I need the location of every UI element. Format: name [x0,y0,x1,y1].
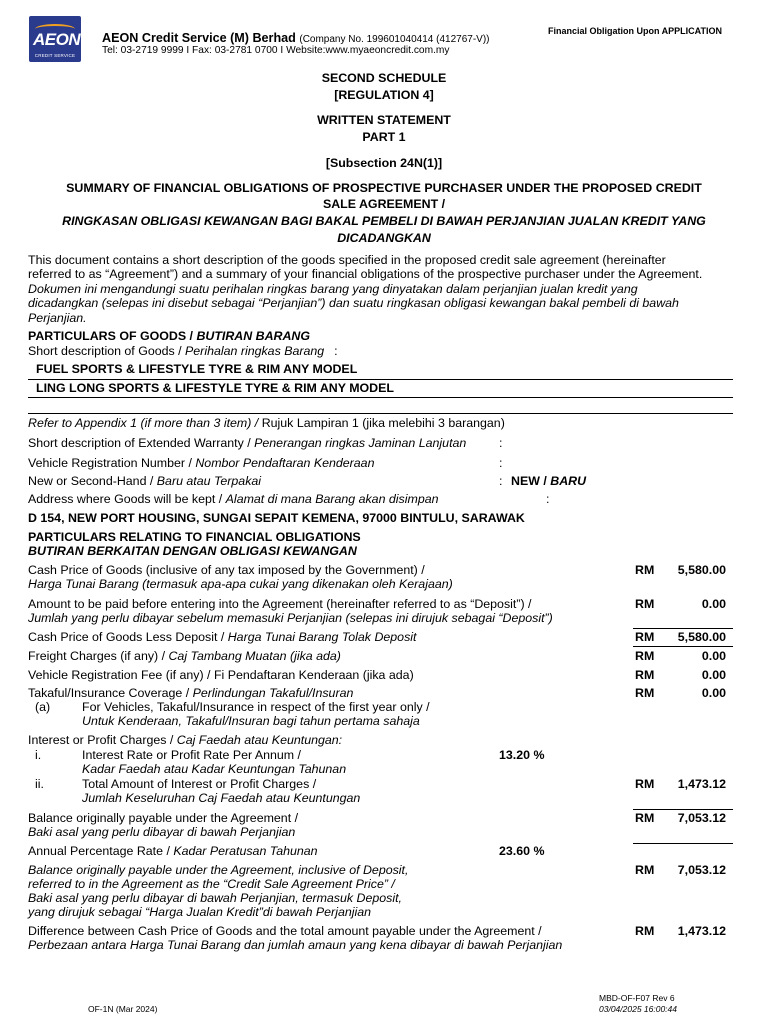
vehicle-reg-colon: : [499,456,503,470]
intro-ms-1: Dokumen ini mengandungi suatu perihalan ringkas barang yang dinyatakan dalam perjanjian jualan kredit yang [28,281,638,296]
freight-label [28,649,733,663]
interest-ii-en: Total Amount of Interest or Profit Charges / [82,777,317,791]
takaful-a-label: (a) [35,700,51,714]
new-second-ms: Baru atau Terpakai [156,474,262,488]
logo-text: AEON [33,30,81,49]
freight-ms: Caj Tambang Muatan (jika ada) [168,649,341,663]
intro-ms-3: Perjanjian. [28,310,87,325]
csap-line-4: yang dirujuk sebagai “Harga Jualan Kredit”di bawah Perjanjian [28,905,372,919]
intro-en-1: This document contains a short description of the goods specified in the proposed credit sale agreement (hereinafter [28,253,666,267]
address-colon: : [546,492,550,506]
apr-value: 23.60 % [499,844,545,858]
warranty-ms: Penerangan ringkas Jaminan Lanjutan [254,436,467,450]
less-deposit-en: Cash Price of Goods Less Deposit / [28,630,228,644]
address-en: Address where Goods will be kept / [28,492,226,506]
interest-i-ms: Kadar Faedah atau Kadar Keuntungan Tahunan [82,762,347,776]
balance-rule-top [633,809,733,810]
summary-title-ms-2: DICADANGKAN [337,231,431,245]
less-deposit-label [28,630,733,644]
new-second-value [511,474,586,488]
less-deposit-currency: RM [635,630,655,644]
footer-doc-rev: MBD-OF-F07 Rev 6 [599,993,675,1003]
company-reg: (Company No. 199601040414 (412767-V)) [299,34,490,45]
balance-value: 7,053.12 [677,811,726,825]
apr-en: Annual Percentage Rate / [28,844,174,858]
balance-currency: RM [635,811,655,825]
difference-en: Difference between Cash Price of Goods and the total amount payable under the Agreement / [28,924,542,938]
apr-label [28,844,733,858]
goods-item-2: LING LONG SPORTS & LIFESTYLE TYRE & RIM ANY MODEL [36,381,394,395]
new-value-en: NEW / [511,474,551,488]
intro-en-2: referred to as “Agreement”) and a summary of your financial obligations of the prospective purchaser under the Agreement. [28,267,703,282]
address-label [28,492,733,506]
freight-en: Freight Charges (if any) / [28,649,169,663]
warranty-colon: : [499,436,503,450]
less-deposit-rule-top [633,628,733,629]
aeon-logo [29,16,81,62]
csap-line-1: Balance originally payable under the Agreement, inclusive of Deposit, [28,863,409,877]
freight-currency: RM [635,649,655,663]
interest-i-en: Interest Rate or Profit Rate Per Annum / [82,748,302,762]
takaful-a-en: For Vehicles, Takaful/Insurance in respect of the first year only / [82,700,430,714]
intro-ms-2: dicadangkan (selepas ini disebut sebagai “Perjanjian”) dan suatu ringkasan obligasi kewangan bakal pembeli di bawah [28,296,679,311]
csap-value: 7,053.12 [677,863,726,877]
new-second-colon: : [499,474,503,488]
freight-value: 0.00 [701,649,726,663]
deposit-en: Amount to be paid before entering into the Agreement (hereinafter referred to as “Deposit”) / [28,597,532,611]
statement-title: WRITTEN STATEMENT [317,113,451,127]
cash-price-currency: RM [635,563,655,577]
new-second-label [28,474,733,488]
financial-heading-en: PARTICULARS RELATING TO FINANCIAL OBLIGATIONS [28,530,361,544]
less-deposit-rule-bottom [633,646,733,647]
cash-price-en: Cash Price of Goods (inclusive of any tax imposed by the Government) / [28,563,425,577]
footer-form-code: OF-1N (Mar 2024) [88,1004,158,1014]
difference-value: 1,473.12 [677,924,726,938]
takaful-a-ms: Untuk Kenderaan, Takaful/Insuran bagi tahun pertama sahaja [82,714,420,728]
balance-ms: Baki asal yang perlu dibayar di bawah Perjanjian [28,825,296,839]
address-value: D 154, NEW PORT HOUSING, SUNGAI SEPAIT KEMENA, 97000 BINTULU, SARAWAK [28,511,525,525]
goods-divider-1 [28,379,733,380]
interest-rate-value: 13.20 % [499,748,545,762]
footer-timestamp: 03/04/2025 16:00:44 [599,1004,677,1014]
takaful-en: Takaful/Insurance Coverage / [28,686,193,700]
vehicle-reg-label [28,456,733,470]
takaful-value: 0.00 [701,686,726,700]
goods-short-desc-label [28,344,733,358]
interest-total-value: 1,473.12 [677,777,726,791]
vehicle-fee-label: Vehicle Registration Fee (if any) / Fi Pendaftaran Kenderaan (jika ada) [28,668,414,682]
goods-heading [28,329,733,343]
new-value-ms: BARU [550,474,587,488]
cash-price-value: 5,580.00 [677,563,726,577]
balance-en: Balance originally payable under the Agreement / [28,811,299,825]
short-desc-ms: Perihalan ringkas Barang [185,344,325,358]
vehicle-reg-en: Vehicle Registration Number / [28,456,196,470]
summary-title-en-1: SUMMARY OF FINANCIAL OBLIGATIONS OF PROSPECTIVE PURCHASER UNDER THE PROPOSED CREDIT [66,181,702,195]
interest-ii-ms: Jumlah Keseluruhan Caj Faedah atau Keuntungan [82,791,361,805]
company-name: AEON Credit Service (M) Berhad [102,31,296,45]
address-ms: Alamat di mana Barang akan disimpan [225,492,439,506]
form-label: Financial Obligation Upon APPLICATION [548,26,722,36]
company-name-line [102,31,489,45]
short-desc-colon: : [334,344,338,358]
csap-currency: RM [635,863,655,877]
interest-ms: Caj Faedah atau Keuntungan: [176,733,343,747]
schedule-title: SECOND SCHEDULE [321,71,447,85]
less-deposit-ms: Harga Tunai Barang Tolak Deposit [227,630,417,644]
summary-title-en-2: SALE AGREEMENT / [322,197,446,211]
appendix-note-ms: Rujuk Lampiran 1 (jika melebihi 3 barangan) [261,416,505,430]
goods-divider-3 [28,413,733,414]
takaful-label [28,686,733,700]
goods-item-1: FUEL SPORTS & LIFESTYLE TYRE & RIM ANY MODEL [36,362,358,376]
new-second-en: New or Second-Hand / [28,474,157,488]
deposit-ms: Jumlah yang perlu dibayar sebelum memasuki Perjanjian (selepas ini dirujuk sebagai “Deposit”) [28,611,553,625]
summary-title-ms-1: RINGKASAN OBLIGASI KEWANGAN BAGI BAKAL PEMBELI DI BAWAH PERJANJIAN JUALAN KREDIT YANG [62,214,706,228]
csap-line-2: referred to in the Agreement as the “Credit Sale Agreement Price” / [28,877,395,891]
short-desc-en: Short description of Goods / [28,344,186,358]
goods-heading-en: PARTICULARS OF GOODS / [28,329,197,343]
interest-label [28,733,733,747]
subsection-title: [Subsection 24N(1)] [325,156,443,170]
difference-ms: Perbezaan antara Harga Tunai Barang dan jumlah amaun yang kena dibayar di bawah Perjanjian [28,938,563,952]
interest-i-label: i. [35,748,42,762]
appendix-note [28,416,733,430]
takaful-currency: RM [635,686,655,700]
interest-total-currency: RM [635,777,655,791]
logo-subtext: CREDIT SERVICE [34,53,76,58]
company-contact: Tel: 03-2719 9999 I Fax: 03-2781 0700 I Website:www.myaeoncredit.com.my [102,45,450,56]
financial-heading-ms: BUTIRAN BERKAITAN DENGAN OBLIGASI KEWANGAN [28,544,357,558]
takaful-ms: Perlindungan Takaful/Insuran [192,686,354,700]
warranty-label [28,436,733,450]
part-title: PART 1 [362,130,406,144]
goods-heading-ms: BUTIRAN BARANG [196,329,311,343]
less-deposit-value: 5,580.00 [677,630,726,644]
vehicle-fee-currency: RM [635,668,655,682]
deposit-value: 0.00 [701,597,726,611]
interest-en: Interest or Profit Charges / [28,733,177,747]
regulation-title: [REGULATION 4] [334,88,434,102]
vehicle-reg-ms: Nombor Pendaftaran Kenderaan [195,456,375,470]
intro-paragraph [28,253,738,325]
cash-price-ms: Harga Tunai Barang (termasuk apa-apa cukai yang dikenakan oleh Kerajaan) [28,577,453,591]
csap-line-3: Baki asal yang perlu dibayar di bawah Perjanjian, termasuk Deposit, [28,891,402,905]
warranty-en: Short description of Extended Warranty / [28,436,255,450]
interest-ii-label: ii. [35,777,44,791]
apr-ms: Kadar Peratusan Tahunan [173,844,318,858]
appendix-note-en: Refer to Appendix 1 (if more than 3 item) / [28,416,262,430]
goods-divider-2 [28,397,733,398]
difference-currency: RM [635,924,655,938]
deposit-currency: RM [635,597,655,611]
vehicle-fee-value: 0.00 [701,668,726,682]
